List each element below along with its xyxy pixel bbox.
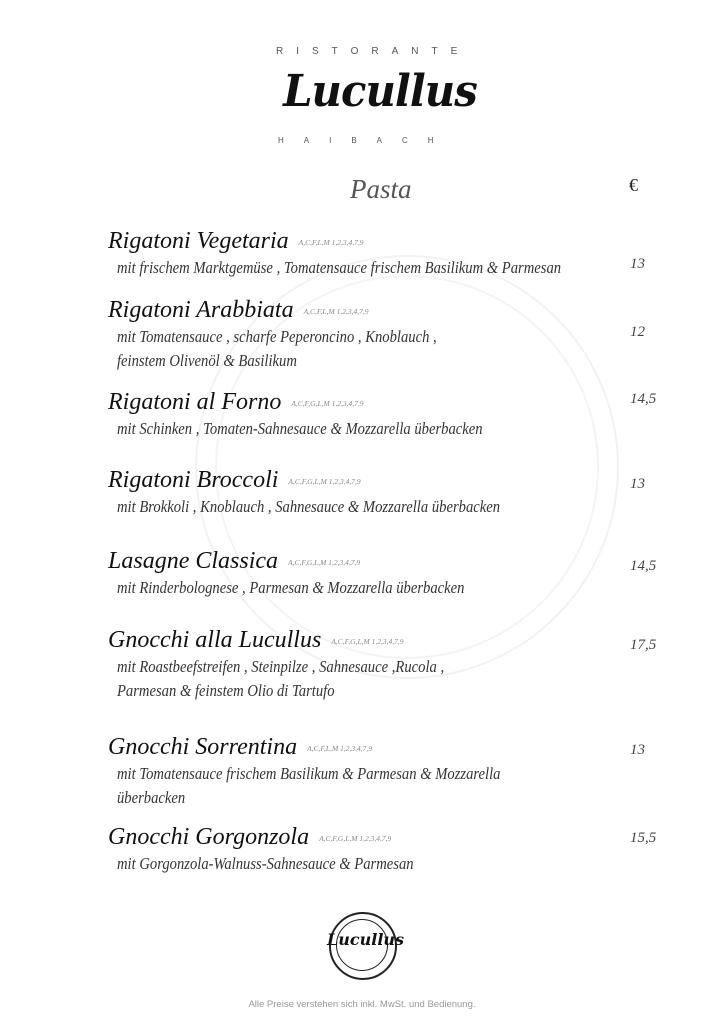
dish-name-text: Rigatoni al Forno bbox=[108, 389, 282, 415]
currency-label: € bbox=[629, 175, 638, 195]
dish-price: 15,5 bbox=[630, 830, 657, 846]
dish-price: 13 bbox=[630, 256, 645, 272]
allergen-codes: A,C,F,L,M 1,2,3,4,7,9 bbox=[307, 744, 372, 753]
dish-description: mit frischem Marktgemüse , Tomatensauce frischem Basilikum & Parmesan bbox=[117, 258, 562, 277]
dish-name-text: Gnocchi alla Lucullus bbox=[108, 627, 322, 653]
dish-price: 12 bbox=[630, 324, 645, 340]
dish-description: mit Tomatensauce frischem Basilikum & Parmesan & Mozzarella bbox=[117, 764, 501, 783]
menu-item bbox=[108, 226, 628, 280]
dish-name bbox=[108, 465, 628, 495]
seal-logo bbox=[327, 912, 405, 980]
dish-price: 14,5 bbox=[630, 391, 657, 407]
dish-name-text: Gnocchi Gorgonzola bbox=[108, 824, 310, 850]
dish-name bbox=[108, 226, 628, 256]
dish-name-text: Rigatoni Broccoli bbox=[108, 467, 279, 493]
dish-description: Parmesan & feinstem Olio di Tartufo bbox=[117, 681, 335, 700]
allergen-codes: A,C,F,L,M 1,2,3,4,7,9 bbox=[298, 238, 364, 247]
dish-description: mit Schinken , Tomaten-Sahnesauce & Mozzarella überbacken bbox=[117, 419, 483, 438]
dish-description: feinstem Olivenöl & Basilikum bbox=[117, 351, 297, 370]
dish-description: mit Gorgonzola-Walnuss-Sahnesauce & Parmesan bbox=[117, 854, 414, 873]
dish-price: 13 bbox=[630, 476, 645, 492]
menu-item bbox=[108, 546, 628, 600]
dish-name bbox=[108, 732, 628, 762]
allergen-codes: A,C,F,G,L,M 1,2,3,4,7,9 bbox=[291, 399, 364, 408]
dish-name-text: Rigatoni Arabbiata bbox=[108, 297, 294, 323]
dish-price: 13 bbox=[630, 742, 645, 758]
menu-item bbox=[108, 625, 628, 703]
dish-name bbox=[108, 625, 628, 655]
dish-description: mit Roastbeefstreifen , Steinpilze , Sahnesauce ,Rucola , bbox=[117, 657, 445, 676]
dish-price: 17,5 bbox=[630, 637, 657, 653]
dish-name bbox=[108, 822, 628, 852]
section-title: Pasta bbox=[350, 174, 412, 204]
seal-logo-text: Lucullus bbox=[327, 930, 405, 949]
allergen-codes: A,C,F,L,M 1,2,3,4,7,9 bbox=[303, 307, 369, 316]
menu-item bbox=[108, 465, 628, 519]
dish-name-text: Rigatoni Vegetaria bbox=[108, 228, 289, 254]
restaurant-logo: Lucullus bbox=[283, 66, 477, 117]
footer-note: Alle Preise verstehen sich inkl. MwSt. und Bedienung. bbox=[248, 999, 476, 1010]
menu-item bbox=[108, 295, 628, 373]
dish-name bbox=[108, 295, 628, 325]
dish-description: mit Brokkoli , Knoblauch , Sahnesauce & Mozzarella überbacken bbox=[117, 497, 501, 516]
menu-item bbox=[108, 732, 628, 810]
dish-name bbox=[108, 387, 628, 417]
allergen-codes: A,C,F,G,L,M 1,2,3,4,7,9 bbox=[331, 637, 404, 646]
dish-name-text: Lasagne Classica bbox=[108, 548, 279, 574]
allergen-codes: A,C,F,G,L,M 1,2,3,4,7,9 bbox=[288, 558, 361, 567]
menu-item bbox=[108, 822, 628, 876]
dish-name bbox=[108, 546, 628, 576]
dish-description: mit Tomatensauce , scharfe Peperoncino , Knoblauch , bbox=[117, 327, 437, 346]
dish-description: überbacken bbox=[117, 788, 186, 807]
menu-item bbox=[108, 387, 628, 441]
dish-name-text: Gnocchi Sorrentina bbox=[108, 734, 298, 760]
allergen-codes: A,C,F,G,L,M 1,2,3,4,7,9 bbox=[319, 834, 392, 843]
allergen-codes: A,C,F,G,L,M 1,2,3,4,7,9 bbox=[288, 477, 361, 486]
ristorante-label: RISTORANTE bbox=[276, 46, 471, 57]
haibach-label: HAIBACH bbox=[278, 136, 454, 145]
dish-price: 14,5 bbox=[630, 558, 657, 574]
dish-description: mit Rinderbolognese , Parmesan & Mozzarella überbacken bbox=[117, 578, 465, 597]
